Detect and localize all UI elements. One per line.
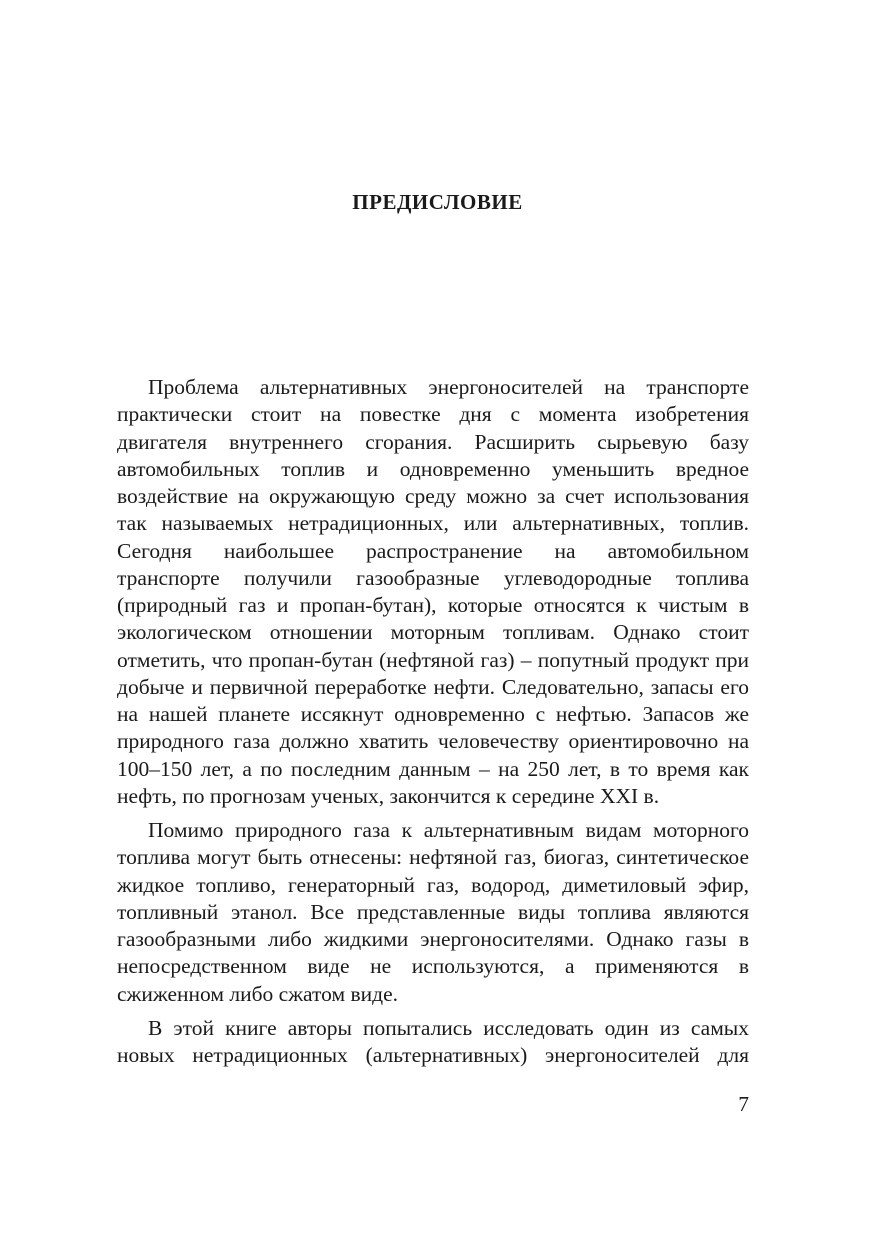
paragraph-3: В этой книге авторы попытались исследовать один из самых новых нетрадиционных (альтернативных) энергоносителей для (117, 1015, 749, 1067)
page-title: ПРЕДИСЛОВИЕ (352, 190, 523, 214)
paragraph-2: Помимо природного газа к альтернативным видам моторного топлива могут быть отнесены: нефтяной газ, биогаз, синтетическое жидкое топливо, генераторный газ, водород, диметиловый эфир, топливный этанол. Все представленные виды топлива являются газообразными либо жидкими энергоносителями. Однако газы в непосредственном виде не используются, а применяются в сжиженном либо сжатом виде. (117, 818, 749, 1006)
paragraph-1: Проблема альтернативных энергоносителей на транспорте практически стоит на повестке дня с момента изобретения двигателя внутреннего сгорания. Расширить сырьевую базу автомобильных топлив и одновременно уменьшить вредное воздействие на окружающую среду можно за счет использования так называемых нетрадиционных, или альтернативных, топлив. Сегодня наибольшее распространение на автомобильном транспорте получили газообразные углеводородные топлива (природный газ и пропан-бутан), которые относятся к чистым в экологическом отношении моторным топливам. Однако стоит отметить, что пропан-бутан (нефтяной газ) – попутный продукт при добыче и первичной переработке нефти. Следовательно, запасы его на нашей планете иссякнут одновременно с нефтью. Запасов же природного газа должно хватить человечеству ориентировочно на 100–150 лет, а по последним данным – на 250 лет, в то время как нефть, по прогнозам ученых, закончится к середине XXI в. (117, 375, 749, 808)
body-text (117, 374, 749, 1069)
page-number: 7 (738, 1092, 749, 1116)
